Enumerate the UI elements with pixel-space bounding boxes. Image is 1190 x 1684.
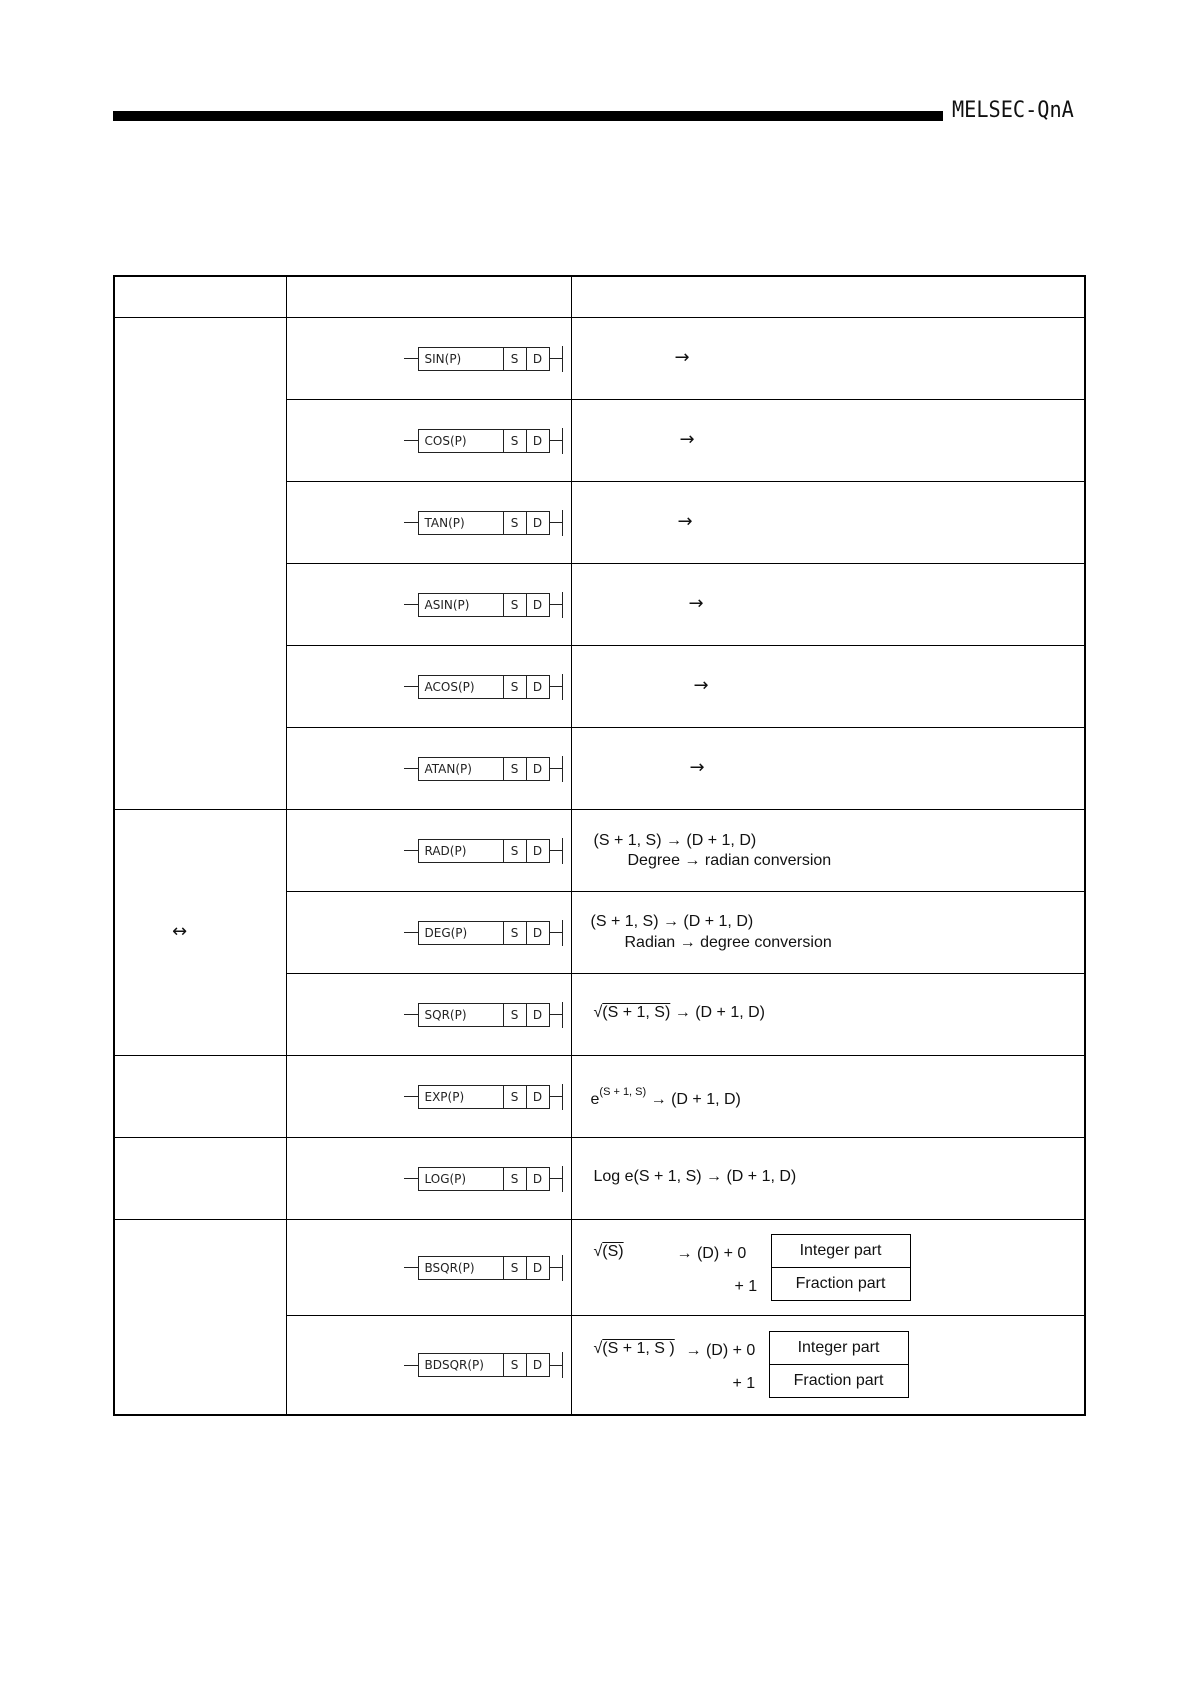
ladder-cell — [286, 1220, 571, 1316]
operand-d: D — [532, 761, 543, 776]
process-description: Degree → radian conversion — [627, 852, 832, 869]
result-line-2: + 1 — [734, 1278, 758, 1295]
instruction-name: ASIN(P) — [419, 594, 504, 616]
process-cell — [571, 810, 1085, 892]
operand-d: D — [532, 597, 543, 612]
instruction-name: DEG(P) — [419, 922, 504, 944]
instruction-name: SIN(P) — [419, 348, 504, 370]
root-argument: (S + 1, S) — [602, 1004, 671, 1021]
group-cell-conversion — [114, 810, 286, 1056]
process-cell — [571, 400, 1085, 482]
process-cell — [571, 482, 1085, 564]
instruction-name: ACOS(P) — [419, 676, 504, 698]
table-row-rad — [114, 810, 1085, 892]
process-cell — [571, 1056, 1085, 1138]
operand-s: S — [504, 430, 527, 452]
table-header-row — [114, 276, 1085, 318]
ladder-symbol — [404, 592, 563, 618]
operand-s: S — [504, 348, 527, 370]
process-cell — [571, 1316, 1085, 1416]
process-cell — [571, 892, 1085, 974]
ladder-cell — [286, 318, 571, 400]
operand-d: D — [532, 515, 543, 530]
process-expression: (S + 1, S) → (D + 1, D) — [590, 913, 754, 930]
operand-s: S — [504, 1354, 527, 1376]
instruction-name: BSQR(P) — [419, 1257, 504, 1279]
operand-d: D — [532, 1007, 543, 1022]
operand-s: S — [504, 922, 527, 944]
process-cell — [571, 318, 1085, 400]
ladder-cell — [286, 1316, 571, 1416]
ladder-cell — [286, 892, 571, 974]
integer-part-label: Integer part — [799, 1242, 882, 1259]
table-row-exp — [114, 1056, 1085, 1138]
result-line-1: → (D) + 0 — [676, 1245, 747, 1262]
process-cell — [571, 974, 1085, 1056]
ladder-cell — [286, 1056, 571, 1138]
process-expression: (S + 1, S) → (D + 1, D) — [593, 832, 757, 849]
operand-s: S — [504, 1257, 527, 1279]
right-arrow-icon: → — [693, 674, 709, 696]
process-expression — [594, 1243, 624, 1261]
instruction-name: COS(P) — [419, 430, 504, 452]
ladder-symbol — [404, 346, 563, 372]
instruction-table — [113, 275, 1086, 1416]
operand-s: S — [504, 1168, 527, 1190]
operand-s: S — [504, 758, 527, 780]
process-cell — [571, 1138, 1085, 1220]
right-arrow-icon: → — [677, 510, 693, 532]
operand-s: S — [504, 676, 527, 698]
ladder-symbol — [404, 674, 563, 700]
integer-part-label: Integer part — [797, 1339, 880, 1356]
operand-d: D — [532, 1358, 543, 1372]
process-expression — [594, 1004, 766, 1022]
square-root-icon: √ — [593, 1004, 603, 1021]
right-arrow-icon: → — [674, 346, 690, 368]
operand-s: S — [504, 512, 527, 534]
table-row-sin — [114, 318, 1085, 400]
ladder-symbol — [404, 1166, 563, 1192]
right-arrow-icon: → — [689, 756, 705, 778]
operand-d: D — [532, 925, 543, 940]
table-row-log — [114, 1138, 1085, 1220]
result-line-2: + 1 — [732, 1375, 756, 1392]
process-expression — [594, 1340, 675, 1358]
fraction-part-label: Fraction part — [770, 1364, 908, 1397]
result-box — [769, 1331, 909, 1398]
root-argument: (S + 1, S ) — [602, 1340, 675, 1357]
ladder-cell — [286, 974, 571, 1056]
ladder-symbol — [404, 1255, 563, 1281]
ladder-symbol — [404, 1352, 563, 1378]
group-cell-exp — [114, 1056, 286, 1138]
exp-power: (S + 1, S) — [599, 1086, 647, 1098]
exp-result: → (D + 1, D) — [650, 1091, 741, 1108]
ladder-symbol — [404, 838, 563, 864]
ladder-cell — [286, 564, 571, 646]
header-rule — [113, 111, 943, 121]
right-arrow-icon: → — [679, 428, 695, 450]
process-description: Radian → degree conversion — [624, 934, 832, 951]
operand-d: D — [532, 433, 543, 448]
operand-d: D — [532, 1089, 543, 1104]
process-expression: Log e(S + 1, S) → (D + 1, D) — [593, 1168, 797, 1185]
root-result: → (D + 1, D) — [674, 1004, 765, 1021]
ladder-symbol — [404, 428, 563, 454]
double-arrow-icon: ↔ — [172, 920, 188, 942]
result-line-1: → (D) + 0 — [685, 1342, 756, 1359]
group-cell-trig — [114, 318, 286, 810]
operand-d: D — [532, 351, 543, 366]
instruction-name: SQR(P) — [419, 1004, 504, 1026]
ladder-symbol — [404, 1002, 563, 1028]
process-cell — [571, 728, 1085, 810]
brand-label: MELSEC-QnA — [952, 98, 1074, 123]
ladder-symbol — [404, 756, 563, 782]
ladder-cell — [286, 1138, 571, 1220]
instruction-name: TAN(P) — [419, 512, 504, 534]
process-expression — [591, 1086, 741, 1109]
operand-d: D — [532, 843, 543, 858]
operand-d: D — [532, 1171, 543, 1186]
instruction-name: RAD(P) — [419, 840, 504, 862]
table-row-bsqr — [114, 1220, 1085, 1316]
operand-d: D — [532, 1260, 543, 1275]
square-root-icon: √ — [593, 1340, 603, 1357]
ladder-cell — [286, 482, 571, 564]
instruction-name: BDSQR(P) — [419, 1354, 504, 1376]
ladder-cell — [286, 810, 571, 892]
operand-s: S — [504, 840, 527, 862]
right-arrow-icon: → — [688, 592, 704, 614]
square-root-icon: √ — [593, 1243, 603, 1260]
instruction-name: EXP(P) — [419, 1086, 504, 1108]
ladder-cell — [286, 728, 571, 810]
group-cell-bcd-root — [114, 1220, 286, 1416]
ladder-cell — [286, 400, 571, 482]
fraction-part-label: Fraction part — [772, 1267, 910, 1300]
ladder-symbol — [404, 920, 563, 946]
process-cell — [571, 646, 1085, 728]
result-box — [771, 1234, 911, 1301]
ladder-symbol — [404, 510, 563, 536]
root-argument: (S) — [602, 1243, 624, 1260]
operand-d: D — [532, 679, 543, 694]
process-cell — [571, 1220, 1085, 1316]
operand-s: S — [504, 1004, 527, 1026]
ladder-cell — [286, 646, 571, 728]
instruction-name: LOG(P) — [419, 1168, 504, 1190]
operand-s: S — [504, 594, 527, 616]
ladder-symbol — [404, 1084, 563, 1110]
process-cell — [571, 564, 1085, 646]
exp-base: e — [590, 1091, 600, 1108]
group-cell-log — [114, 1138, 286, 1220]
operand-s: S — [504, 1086, 527, 1108]
instruction-name: ATAN(P) — [419, 758, 504, 780]
